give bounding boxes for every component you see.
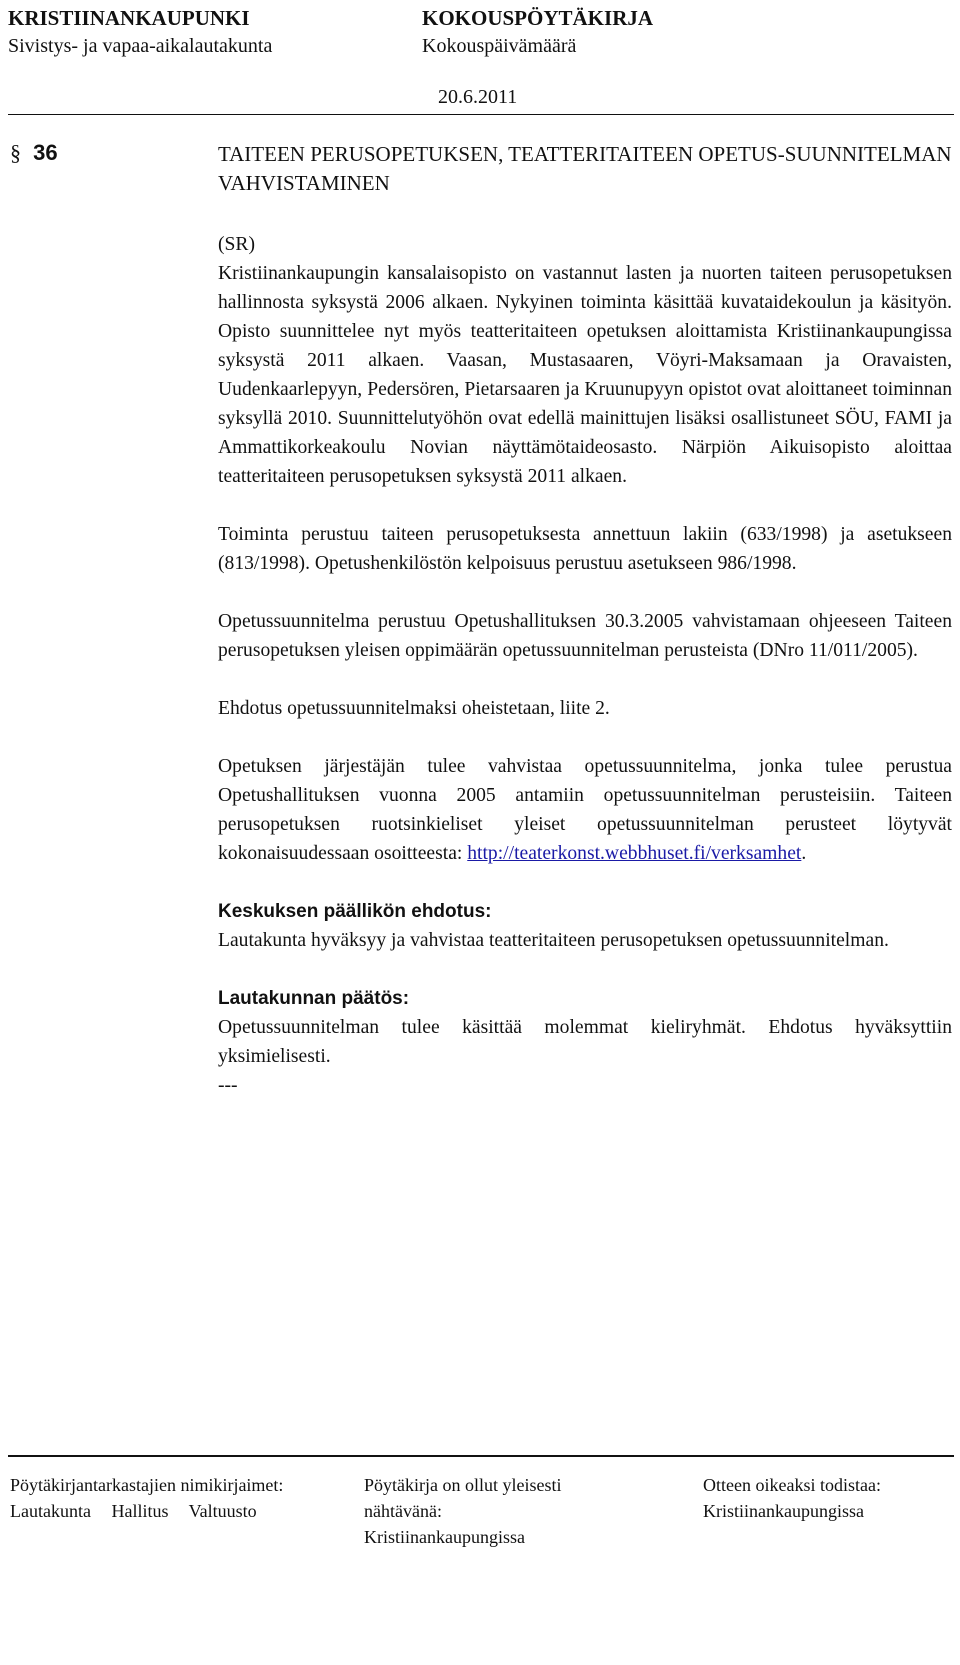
- paragraph-attachment: Ehdotus opetussuunnitelmaksi oheistetaan, liite 2.: [218, 698, 610, 719]
- certification-title: Otteen oikeaksi todistaa:: [703, 1475, 881, 1495]
- municipality-name: KRISTIINANKAUPUNKI: [8, 6, 250, 30]
- paragraph-requirements: [218, 752, 952, 868]
- body-board: Lautakunta: [10, 1501, 91, 1521]
- curriculum-link[interactable]: http://teaterkonst.webbhuset.fi/verksamhet: [467, 843, 802, 864]
- body-council: Valtuusto: [188, 1501, 257, 1521]
- footer-initials: [10, 1472, 283, 1524]
- document-header: [8, 6, 954, 64]
- footer-public-display: [364, 1472, 561, 1550]
- proposal-heading: Keskuksen päällikön ehdotus:: [218, 901, 492, 922]
- paragraph-curriculum-basis: Opetussuunnitelma perustuu Opetushallituksen 30.3.2005 vahvistamaan ohjeeseen Taiteen perusopetuksen yleisen oppimäärän opetussuunnitelman perusteista (DNro 11/011/2005).: [218, 611, 952, 661]
- certification-place: Kristiinankaupungissa: [703, 1501, 864, 1521]
- public-display-label: nähtävänä:: [364, 1501, 442, 1521]
- proposal-text: Lautakunta hyväksyy ja vahvistaa teatteritaiteen perusopetuksen opetussuunnitelman.: [218, 930, 889, 951]
- initials-bodies: [10, 1498, 283, 1524]
- item-title: TAITEEN PERUSOPETUKSEN, TEATTERITAITEEN OPETUS-SUUNNITELMAN VAHVISTAMINEN: [218, 142, 952, 195]
- requirements-text: Opetuksen järjestäjän tulee vahvistaa opetussuunnitelma, jonka tulee perustua Opetushallituksen vuonna 2005 antamiin opetussuunnitelman perusteisiin. Taiteen perusopetuksen ruotsinkieliset yleiset opetussuunnitelman perusteet löytyvät kokonaisuudessaan osoitteesta:: [218, 756, 952, 864]
- meeting-date-label: Kokouspäivämäärä: [422, 35, 577, 57]
- meeting-date: 20.6.2011: [438, 86, 518, 108]
- footer-divider: [8, 1455, 954, 1457]
- committee-name: Sivistys- ja vapaa-aikalautakunta: [8, 35, 273, 57]
- document-type: KOKOUSPÖYTÄKIRJA: [422, 6, 654, 30]
- paragraph-legal-basis: Toiminta perustuu taiteen perusopetuksesta annettuun lakiin (633/1998) ja asetukseen (813/1998). Opetushenkilöstön kelpoisuus perustuu asetukseen 986/1998.: [218, 524, 952, 574]
- item-body: [218, 230, 952, 1100]
- paragraph-background: Kristiinankaupungin kansalaisopisto on vastannut lasten ja nuorten taiteen perusopetuksen hallinnosta syksystä 2006 alkaen. Nykyinen toiminta käsittää kuvataidekoulun ja käsityön. Opisto suunnittelee nyt myös teatteritaiteen opetuksen aloittamista Kristiinankaupungissa syksystä 2011 alkaen. Vaasan, Mustasaaren, Vöyri-Maksamaan ja Oravaisten, Uudenkaarlepyyn, Pedersören, Pietarsaaren ja Kruunupyyn opistot ovat aloittaneet toiminnan syksyllä 2010. Suunnittelutyöhön ovat edellä mainittujen lisäksi osallistuneet SÖU, FAMI ja Ammattikorkeakoulu Novian näyttämötaideosasto. Närpiön Aikuisopisto aloittaa teatteritaiteen perusopetuksen syksystä 2011 alkaen.: [218, 263, 952, 487]
- header-divider: [8, 114, 954, 115]
- item-number: [10, 140, 58, 166]
- initials-title: Pöytäkirjantarkastajien nimikirjaimet:: [10, 1475, 284, 1495]
- link-tail: .: [801, 843, 807, 864]
- body-executive: Hallitus: [111, 1501, 169, 1521]
- public-display-title: Pöytäkirja on ollut yleisesti: [364, 1475, 562, 1495]
- decision-heading: Lautakunnan päätös:: [218, 988, 410, 1009]
- public-display-place: Kristiinankaupungissa: [364, 1527, 525, 1547]
- section-sign: §: [10, 140, 21, 165]
- item-number-value: 36: [33, 140, 58, 165]
- decision-text: Opetussuunnitelman tulee käsittää molemmat kieliryhmät. Ehdotus hyväksyttiin yksimielisesti.: [218, 1017, 952, 1067]
- preparer-tag: (SR): [218, 234, 256, 255]
- footer-certification: [703, 1472, 881, 1524]
- end-mark: ---: [218, 1075, 238, 1096]
